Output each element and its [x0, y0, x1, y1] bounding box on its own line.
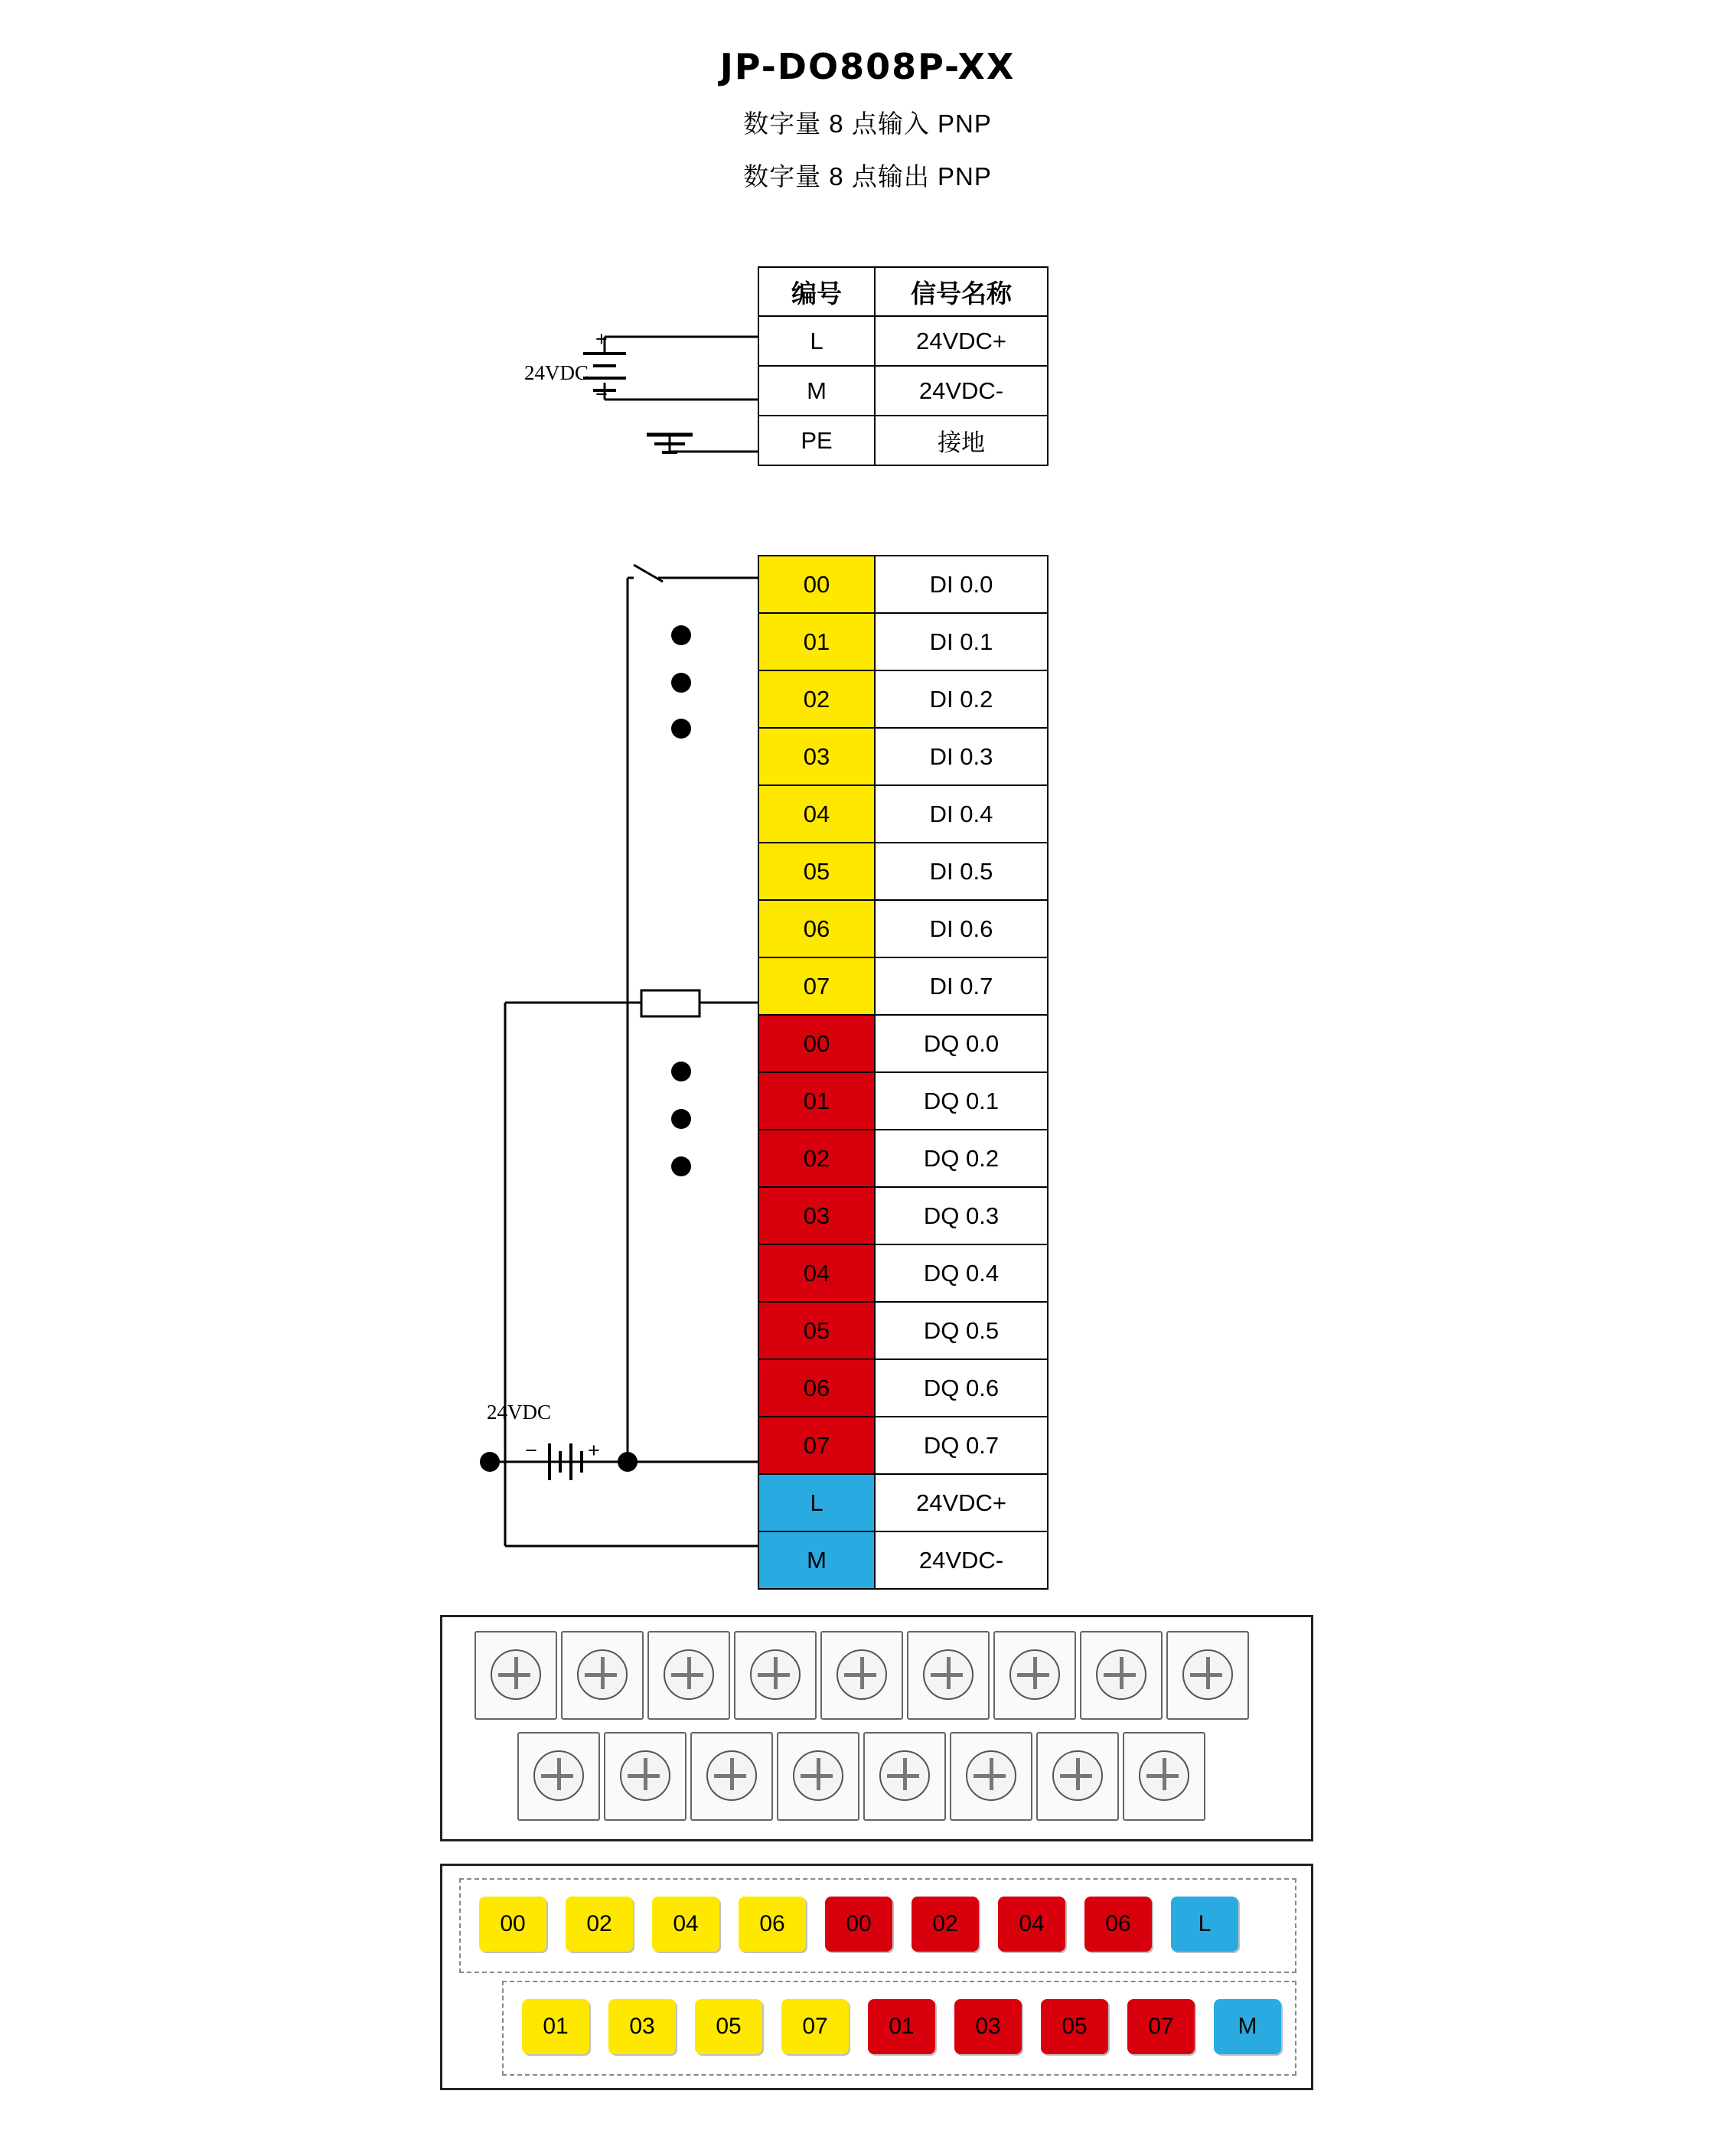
terminal-chip[interactable]: 07 [1127, 1999, 1195, 2054]
terminal-chip[interactable]: 00 [825, 1897, 892, 1952]
table-row [758, 1531, 1048, 1589]
io-terminal-signal: DI 0.5 [875, 843, 1048, 900]
io-terminal-signal: DQ 0.1 [875, 1072, 1048, 1130]
io-terminal-number: 06 [758, 1359, 875, 1417]
terminal-chip[interactable]: 01 [868, 1999, 935, 2054]
terminal-chip[interactable]: 01 [522, 1999, 589, 2054]
table-row [758, 728, 1048, 785]
io-terminal-number: 00 [758, 1015, 875, 1072]
power-terminal-signal: 24VDC+ [875, 316, 1048, 366]
io-terminal-signal: DI 0.7 [875, 957, 1048, 1015]
io-terminal-signal: 24VDC- [875, 1531, 1048, 1589]
io-terminal-signal: DQ 0.5 [875, 1302, 1048, 1359]
screw-icon [750, 1649, 801, 1700]
terminal-chip[interactable]: 04 [998, 1897, 1065, 1952]
table-row [758, 366, 1048, 416]
io-terminal-signal: DI 0.2 [875, 670, 1048, 728]
screw-icon [533, 1750, 584, 1801]
io-terminal-signal: 24VDC+ [875, 1474, 1048, 1531]
io-terminal-number: 03 [758, 1187, 875, 1244]
power-terminal-number: M [758, 366, 875, 416]
screw-icon [1009, 1649, 1060, 1700]
screw-icon [620, 1750, 670, 1801]
table-row [758, 1359, 1048, 1417]
power-terminal-signal: 24VDC- [875, 366, 1048, 416]
terminal-chip[interactable]: 04 [652, 1897, 719, 1952]
table-row [758, 1015, 1048, 1072]
terminal-chip[interactable]: M [1214, 1999, 1281, 2054]
io-terminal-number: M [758, 1531, 875, 1589]
terminal-chip[interactable]: 02 [566, 1897, 633, 1952]
io-terminal-number: 01 [758, 1072, 875, 1130]
screw-icon [664, 1649, 714, 1700]
terminal-chip[interactable]: 05 [695, 1999, 762, 2054]
io-terminal-number: 04 [758, 1244, 875, 1302]
io-signal-table [758, 555, 1049, 1590]
io-terminal-signal: DI 0.4 [875, 785, 1048, 843]
power-terminal-number: L [758, 316, 875, 366]
table-row [758, 1187, 1048, 1244]
screw-icon [1139, 1750, 1189, 1801]
table-row [758, 416, 1048, 465]
table-row [758, 613, 1048, 670]
table-row [758, 316, 1048, 366]
table-row [758, 1244, 1048, 1302]
io-terminal-number: 02 [758, 1130, 875, 1187]
power-terminal-number: PE [758, 416, 875, 465]
subtitle-output: 数字量 8 点输出 PNP [743, 162, 992, 191]
connector-illustration [440, 1615, 1313, 1841]
io-terminal-signal: DQ 0.4 [875, 1244, 1048, 1302]
io-terminal-signal: DQ 0.0 [875, 1015, 1048, 1072]
table-row [758, 900, 1048, 957]
io-terminal-number: 07 [758, 957, 875, 1015]
io-terminal-number: 05 [758, 843, 875, 900]
power-signal-table [758, 266, 1049, 466]
terminal-chip[interactable]: L [1171, 1897, 1238, 1952]
io-terminal-number: 07 [758, 1417, 875, 1474]
page-title: JP-DO808P-XX [719, 46, 1016, 87]
terminal-chip[interactable]: 06 [1084, 1897, 1152, 1952]
terminal-label-map [440, 1864, 1313, 2090]
io-terminal-number: 01 [758, 613, 875, 670]
io-terminal-signal: DI 0.0 [875, 556, 1048, 613]
screw-icon [1096, 1649, 1146, 1700]
io-terminal-number: 03 [758, 728, 875, 785]
table-row [758, 957, 1048, 1015]
supply-bottom-label: 24VDC [487, 1401, 552, 1424]
io-terminal-signal: DI 0.3 [875, 728, 1048, 785]
io-terminal-signal: DQ 0.7 [875, 1417, 1048, 1474]
io-terminal-signal: DQ 0.6 [875, 1359, 1048, 1417]
table-row [758, 785, 1048, 843]
subtitle-input: 数字量 8 点输入 PNP [743, 109, 992, 138]
terminal-chip[interactable]: 05 [1041, 1999, 1108, 2054]
power-terminal-signal: 接地 [875, 416, 1048, 465]
screw-icon [491, 1649, 541, 1700]
screw-icon [1182, 1649, 1233, 1700]
screw-icon [1052, 1750, 1103, 1801]
table-row [758, 1417, 1048, 1474]
table-row [758, 843, 1048, 900]
screw-icon [837, 1649, 887, 1700]
table-row [758, 1302, 1048, 1359]
header-number: 编号 [758, 267, 875, 316]
io-terminal-number: 02 [758, 670, 875, 728]
supply-bottom-plus: + [588, 1439, 600, 1462]
screw-icon [793, 1750, 843, 1801]
io-terminal-signal: DI 0.1 [875, 613, 1048, 670]
table-row [758, 670, 1048, 728]
table-header-row [758, 267, 1048, 316]
terminal-chip[interactable]: 07 [781, 1999, 849, 2054]
screw-icon [923, 1649, 973, 1700]
io-terminal-number: 04 [758, 785, 875, 843]
io-terminal-signal: DI 0.6 [875, 900, 1048, 957]
table-row [758, 1072, 1048, 1130]
table-row [758, 1474, 1048, 1531]
screw-icon [577, 1649, 628, 1700]
terminal-chip[interactable]: 03 [954, 1999, 1022, 2054]
io-terminal-number: 06 [758, 900, 875, 957]
supply-top-plus: + [595, 328, 608, 351]
io-terminal-signal: DQ 0.2 [875, 1130, 1048, 1187]
io-terminal-signal: DQ 0.3 [875, 1187, 1048, 1244]
terminal-chip[interactable]: 06 [739, 1897, 806, 1952]
terminal-chip[interactable]: 02 [912, 1897, 979, 1952]
io-terminal-number: 05 [758, 1302, 875, 1359]
table-row [758, 1130, 1048, 1187]
screw-icon [966, 1750, 1016, 1801]
screw-icon [706, 1750, 757, 1801]
supply-bottom-minus: − [525, 1439, 537, 1462]
supply-top-minus: − [595, 383, 608, 406]
header-signal: 信号名称 [875, 267, 1048, 316]
screw-icon [879, 1750, 930, 1801]
terminal-chip[interactable]: 03 [608, 1999, 676, 2054]
supply-top-label: 24VDC [524, 361, 589, 384]
title-block [0, 46, 1735, 193]
table-row [758, 556, 1048, 613]
terminal-chip[interactable]: 00 [479, 1897, 546, 1952]
io-terminal-number: 00 [758, 556, 875, 613]
io-terminal-number: L [758, 1474, 875, 1531]
